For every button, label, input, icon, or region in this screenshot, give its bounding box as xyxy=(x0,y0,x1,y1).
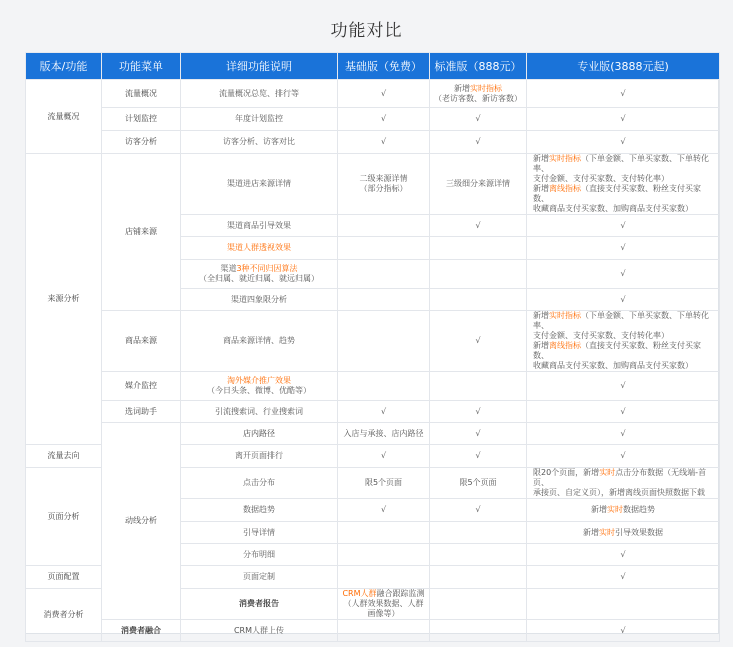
desc-cell: 页面定制 xyxy=(181,566,338,589)
desc-cell: 渠道四象限分析 xyxy=(181,289,338,311)
standard-empty xyxy=(430,544,527,566)
table-row xyxy=(26,108,720,131)
menu-cell: 访客分析 xyxy=(102,131,181,154)
pro-check: √ xyxy=(527,372,720,401)
basic-cell: 限5个页面 xyxy=(338,468,430,499)
basic-check: √ xyxy=(430,423,527,445)
standard-empty xyxy=(430,237,527,260)
desc-cell: CRM人群上传 xyxy=(181,620,338,642)
menu-cell: 流量去向 xyxy=(26,445,102,468)
basic-check: √ xyxy=(338,401,430,423)
table-row xyxy=(26,620,720,642)
basic-empty xyxy=(338,522,430,544)
desc-cell: 访客分析、访客对比 xyxy=(181,131,338,154)
desc-cell: 渠道3种不同归因算法 （全归属、就近归属、就远归属） xyxy=(181,260,338,289)
header-menu: 功能菜单 xyxy=(102,53,181,80)
pro-check: √ xyxy=(527,215,720,237)
desc-cell: 商品来源详情、趋势 xyxy=(181,311,338,372)
pro-cell: 新增实时数据趋势 xyxy=(527,499,720,522)
table-header-row xyxy=(26,53,720,80)
desc-cell: 流量概况总览、排行等 xyxy=(181,80,338,108)
desc-cell: 渠道人群透视效果 xyxy=(181,237,338,260)
standard-check: √ xyxy=(430,401,527,423)
basic-check: √ xyxy=(338,131,430,154)
standard-check: √ xyxy=(430,445,527,468)
header-standard: 标准版（888元） xyxy=(430,53,527,80)
desc-cell: 分布明细 xyxy=(181,544,338,566)
standard-check: √ xyxy=(430,215,527,237)
standard-empty xyxy=(430,289,527,311)
table-row xyxy=(26,154,720,215)
desc-cell: 数据趋势 xyxy=(181,499,338,522)
section-consumer: 消费者分析 xyxy=(26,589,102,642)
menu-cell: 页面分析 xyxy=(26,468,102,566)
pro-check: √ xyxy=(527,544,720,566)
menu-cell: 店铺来源 xyxy=(102,154,181,311)
basic-empty xyxy=(430,589,527,620)
pro-check: √ xyxy=(527,566,720,589)
standard-empty xyxy=(430,620,527,642)
menu-cell: 消费者报告 xyxy=(181,589,338,620)
standard-empty xyxy=(430,522,527,544)
basic-check: √ xyxy=(338,108,430,131)
desc-cell: 离开页面排行 xyxy=(181,445,338,468)
desc-cell: 年度计划监控 xyxy=(181,108,338,131)
standard-empty xyxy=(430,260,527,289)
standard-cell: 新增实时指标 （老访客数、新访客数） xyxy=(430,80,527,108)
header-basic: 基础版（免费） xyxy=(338,53,430,80)
pro-cell: 限20个页面，新增实时点击分布数据（无线端-首页、 承接页、自定义页），新增离线页面快照数据下载 xyxy=(527,468,720,499)
basic-empty xyxy=(338,237,430,260)
pro-check: √ xyxy=(527,289,720,311)
standard-check: √ xyxy=(430,499,527,522)
basic-empty xyxy=(338,620,430,642)
section-flow: 动线分析 xyxy=(102,423,181,620)
basic-empty xyxy=(338,372,430,401)
pro-check: √ xyxy=(527,260,720,289)
pro-cell: 新增实时指标（下单金额、下单买家数、下单转化率、 支付金额、支付买家数、支付转化率） 新增离线指标（直接支付买家数、粉丝支付买家数、 收藏商品支付买家数、加购商品支付买家数） xyxy=(527,154,720,215)
table-row xyxy=(26,401,720,423)
pro-check: √ xyxy=(527,445,720,468)
menu-cell: 媒介监控 xyxy=(102,372,181,401)
table-row xyxy=(26,372,720,401)
standard-check: √ xyxy=(527,423,720,445)
pro-check: √ xyxy=(527,237,720,260)
menu-cell: 商品来源 xyxy=(102,311,181,372)
pro-check: √ xyxy=(527,620,720,642)
standard-check: √ xyxy=(430,131,527,154)
standard-check: √ xyxy=(430,108,527,131)
standard-cell: 三级细分来源详情 xyxy=(430,154,527,215)
pro-check: √ xyxy=(527,108,720,131)
menu-cell: 消费者融合 xyxy=(102,620,181,642)
basic-check: √ xyxy=(338,80,430,108)
table-row xyxy=(26,131,720,154)
standard-empty xyxy=(527,589,720,620)
basic-empty xyxy=(338,260,430,289)
basic-cell: 二级来源详情 （部分指标） xyxy=(338,154,430,215)
basic-check: √ xyxy=(338,445,430,468)
menu-cell: 页面配置 xyxy=(26,566,102,589)
header-pro: 专业版(3888元起) xyxy=(527,53,720,80)
table-row xyxy=(26,80,720,108)
desc-cell: 淘外媒介推广效果 （今日头条、微博、优酷等） xyxy=(181,372,338,401)
feature-comparison-table xyxy=(25,52,720,642)
desc-cell: 渠道商品引导效果 xyxy=(181,215,338,237)
standard-cell: 限5个页面 xyxy=(430,468,527,499)
pro-cell: 新增实时指标（下单金额、下单买家数、下单转化率、 支付金额、支付买家数、支付转化率） 新增离线指标（直接支付买家数、粉丝支付买家数、 收藏商品支付买家数、加购商品支付买家数） xyxy=(527,311,720,372)
section-source: 来源分析 xyxy=(26,154,102,445)
menu-cell: 选词助手 xyxy=(102,401,181,423)
basic-empty xyxy=(338,566,430,589)
desc-cell: 引流搜索词、行业搜索词 xyxy=(181,401,338,423)
table-row xyxy=(26,423,720,445)
desc-cell: 点击分布 xyxy=(181,468,338,499)
standard-empty xyxy=(430,372,527,401)
menu-cell: 流量概况 xyxy=(102,80,181,108)
basic-check: √ xyxy=(338,499,430,522)
table-row xyxy=(26,311,720,372)
basic-empty xyxy=(338,311,430,372)
desc-cell: 引导详情 xyxy=(181,522,338,544)
header-version-feature: 版本/功能 xyxy=(26,53,102,80)
header-detail: 详细功能说明 xyxy=(181,53,338,80)
pro-check: √ xyxy=(527,401,720,423)
standard-check: √ xyxy=(430,311,527,372)
standard-empty xyxy=(430,566,527,589)
pro-check: √ xyxy=(527,80,720,108)
page-title: 功能对比 xyxy=(330,21,403,41)
basic-empty xyxy=(338,544,430,566)
desc-cell: 入店与承接、店内路径 xyxy=(338,423,430,445)
menu-cell: 店内路径 xyxy=(181,423,338,445)
section-traffic: 流量概况 xyxy=(26,80,102,154)
menu-cell: 计划监控 xyxy=(102,108,181,131)
desc-cell: 渠道进店来源详情 xyxy=(181,154,338,215)
pro-check: √ xyxy=(527,131,720,154)
desc-cell: CRM人群融合跟踪监测 （人群效果数据、人群画像等） xyxy=(338,589,430,620)
basic-empty xyxy=(338,289,430,311)
pro-cell: 新增实时引导效果数据 xyxy=(527,522,720,544)
basic-empty xyxy=(338,215,430,237)
